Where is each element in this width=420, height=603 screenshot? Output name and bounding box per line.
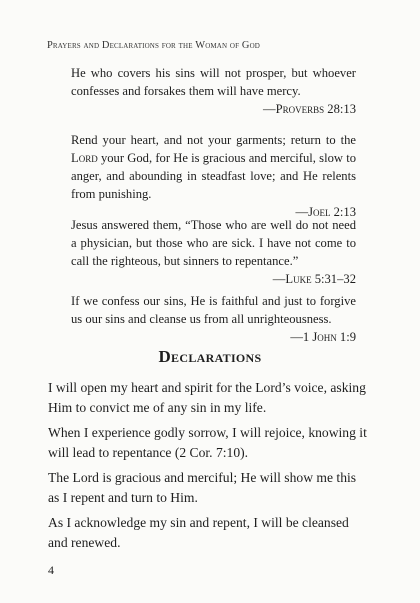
declaration-item: As I acknowledge my sin and repent, I will be cleansed and renewed. [48, 515, 349, 550]
scripture-text-segment: Rend your heart, and not your garments; return to the [71, 133, 356, 147]
declarations-heading: Declarations [158, 347, 262, 366]
scripture-reference: —1 John 1:9 [290, 330, 356, 344]
scripture-text [71, 131, 356, 203]
scripture-text: He who covers his sins will not prosper, but whoever confesses and forsakes them will have mercy. [71, 66, 356, 98]
scripture-reference: —Joel 2:13 [295, 205, 356, 219]
scripture-text-segment: your God, for He is gracious and merciful, slow to anger, and abounding in steadfast love; and He relents from punishing. [71, 151, 356, 201]
scripture-reference: —Luke 5:31–32 [272, 272, 356, 286]
scripture-passage [71, 64, 356, 118]
scripture-passage [71, 216, 356, 288]
scripture-text: Jesus answered them, “Those who are well do not need a physician, but those who are sick. I have not come to call the righteous, but sinners to repentance.” [71, 218, 356, 268]
running-head: Prayers and Declarations for the Woman of God [47, 40, 260, 51]
page-number: 4 [48, 563, 54, 577]
scripture-passage [71, 131, 356, 221]
declaration-item: I will open my heart and spirit for the Lord’s voice, asking Him to convict me of any sin in my life. [48, 380, 366, 415]
declaration-item: When I experience godly sorrow, I will rejoice, knowing it will lead to repentance (2 Cor. 7:10). [48, 425, 367, 460]
scripture-text: If we confess our sins, He is faithful and just to forgive us our sins and cleanse us from all unrighteousness. [71, 294, 356, 326]
declaration-item: The Lord is gracious and merciful; He will show me this as I repent and turn to Him. [48, 470, 357, 505]
scripture-passage [71, 292, 356, 346]
scripture-reference: —Proverbs 28:13 [263, 102, 356, 116]
lord-small-caps: Lord [71, 151, 98, 165]
